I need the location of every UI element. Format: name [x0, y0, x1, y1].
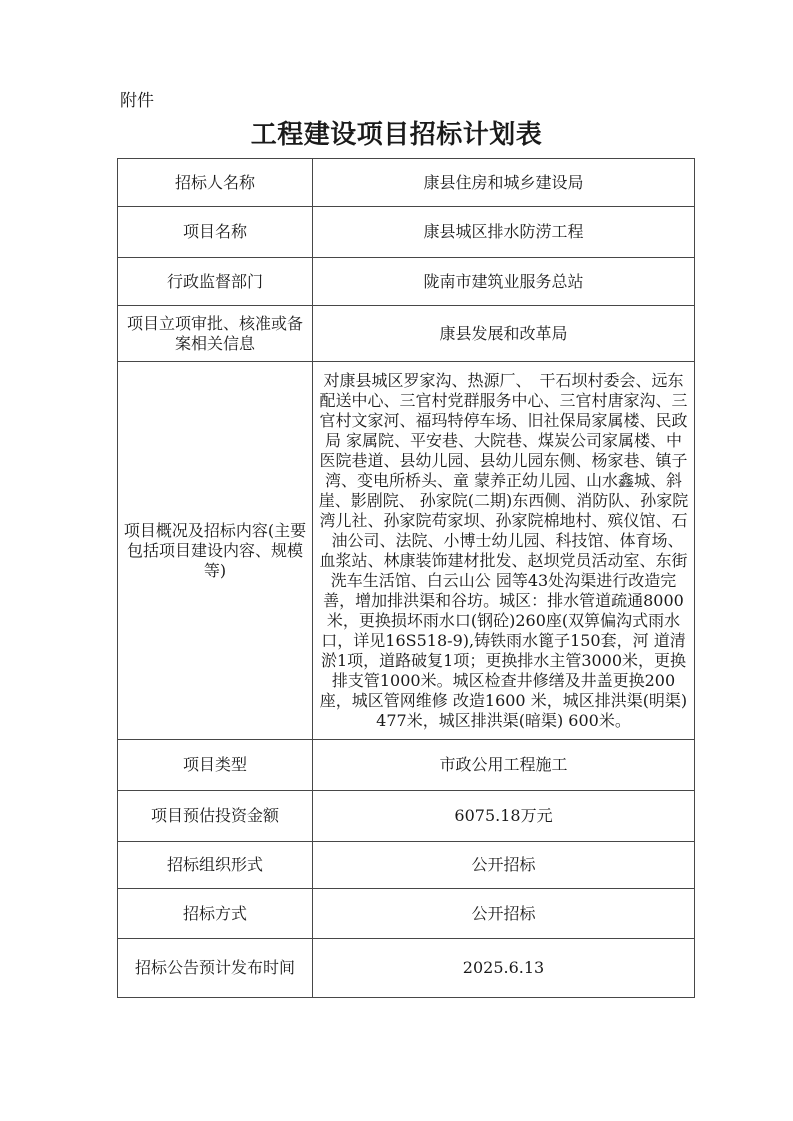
row-value-organization-form: 公开招标: [313, 842, 695, 889]
row-label-organization-form: 招标组织形式: [118, 842, 313, 889]
attachment-label: 附件: [120, 91, 154, 111]
row-value-project-overview: 对康县城区罗家沟、热源厂、 干石坝村委会、远东配送中心、三官村党群服务中心、三官村唐家沟、三官村文家河、福玛特停车场、旧社保局家属楼、民政局 家属院、平安巷、大院巷、煤炭公司家属楼、中医院巷道、县幼儿园、县幼儿园东侧、杨家巷、镇子湾、变电所桥头、童 蒙养正幼儿园、山水鑫城、斜崖、影剧院、 孙家院(二期)东西侧、消防队、孙家院湾儿社、孙家院苟家坝、孙家院棉地村、殡仪馆、石油公司、法院、小博士幼儿园、科技馆、体育场、 血浆站、林康装饰建材批发、赵坝党员活动室、东街洗车生活馆、白云山公 园等43处沟渠进行改造完善，增加排洪渠和谷坊。城区：排水管道疏通8000米，更换损坏雨水口(钢砼)260座(双箅偏沟式雨水口，详见16S518-9),铸铁雨水篦子150套，河 道清淤1项，道路破复1项；更换排水主管3000米，更换排支管1000米。城区检查井修缮及井盖更换200座，城区管网维修 改造1600 米，城区排洪渠(明渠)477米，城区排洪渠(暗渠) 600米。: [313, 362, 695, 740]
table-row-bidding-method: [118, 889, 695, 939]
row-value-bidder-name: 康县住房和城乡建设局: [313, 159, 695, 207]
row-label-announcement-date: 招标公告预计发布时间: [118, 939, 313, 998]
row-value-project-type: 市政公用工程施工: [313, 740, 695, 791]
table-row-bidder-name: [118, 159, 695, 207]
row-label-project-name: 项目名称: [118, 207, 313, 258]
row-value-supervision-department: 陇南市建筑业服务总站: [313, 258, 695, 306]
row-value-announcement-date: 2025.6.13: [313, 939, 695, 998]
table-row-announcement-date: [118, 939, 695, 998]
row-label-project-overview: 项目概况及招标内容(主要包括项目建设内容、规模等): [118, 362, 313, 740]
table-row-organization-form: [118, 842, 695, 889]
row-value-approval-info: 康县发展和改革局: [313, 306, 695, 362]
row-value-bidding-method: 公开招标: [313, 889, 695, 939]
table-row-project-name: [118, 207, 695, 258]
row-label-supervision-department: 行政监督部门: [118, 258, 313, 306]
table-row-project-overview: [118, 362, 695, 740]
table-row-approval-info: [118, 306, 695, 362]
table-row-estimated-investment: [118, 791, 695, 842]
row-label-estimated-investment: 项目预估投资金额: [118, 791, 313, 842]
page-title: 工程建设项目招标计划表: [250, 120, 543, 150]
bidding-plan-table: [117, 158, 695, 998]
table-row-supervision-department: [118, 258, 695, 306]
table-row-project-type: [118, 740, 695, 791]
row-label-bidder-name: 招标人名称: [118, 159, 313, 207]
row-value-project-name: 康县城区排水防涝工程: [313, 207, 695, 258]
row-label-bidding-method: 招标方式: [118, 889, 313, 939]
row-label-project-type: 项目类型: [118, 740, 313, 791]
row-label-approval-info: 项目立项审批、核准或备案相关信息: [118, 306, 313, 362]
row-value-estimated-investment: 6075.18万元: [313, 791, 695, 842]
